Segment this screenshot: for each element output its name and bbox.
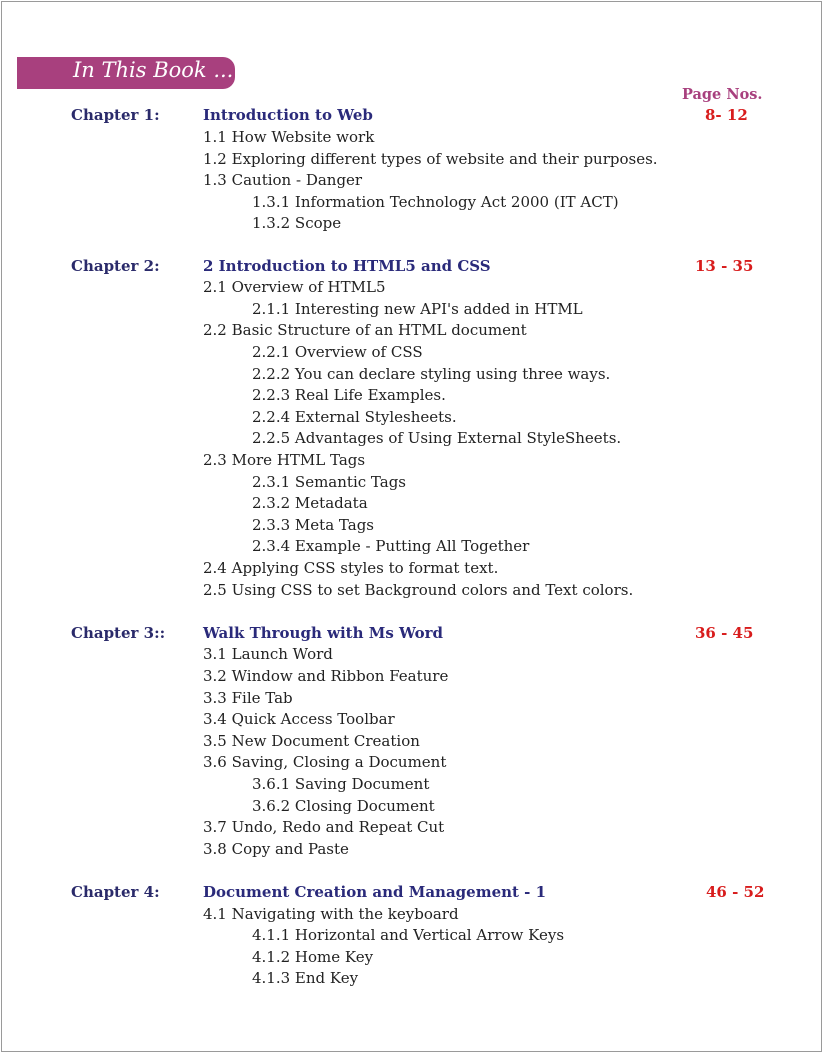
topic-item: 3.2 Window and Ribbon Feature	[203, 667, 449, 685]
topic-item: 1.2 Exploring different types of website and their purposes.	[203, 150, 658, 168]
chapter-2-label: Chapter 2:	[71, 257, 160, 275]
chapter-4-title: Document Creation and Management - 1	[203, 883, 547, 901]
subtopic-item: 2.2.4 External Stylesheets.	[252, 408, 457, 426]
topic-item: 2.2 Basic Structure of an HTML document	[203, 321, 527, 339]
chapter-1-label: Chapter 1:	[71, 106, 160, 124]
chapter-2-pages: 13 - 35	[695, 257, 754, 275]
subtopic-item: 2.2.1 Overview of CSS	[252, 343, 423, 361]
subtopic-item: 4.1.3 End Key	[252, 969, 359, 987]
topic-item: 3.5 New Document Creation	[203, 732, 420, 750]
page-nos-heading: Page Nos.	[682, 86, 763, 103]
header-banner	[17, 57, 235, 89]
subtopic-item: 1.3.1 Information Technology Act 2000 (IT ACT)	[252, 193, 619, 211]
chapter-3-pages: 36 - 45	[695, 624, 754, 642]
subtopic-item: 2.3.3 Meta Tags	[252, 516, 374, 534]
subtopic-item: 4.1.2 Home Key	[252, 948, 374, 966]
topic-item: 3.4 Quick Access Toolbar	[203, 710, 395, 728]
topic-item: 2.3 More HTML Tags	[203, 451, 366, 469]
chapter-2-title: 2 Introduction to HTML5 and CSS	[203, 257, 491, 275]
topic-item: 4.1 Navigating with the keyboard	[203, 905, 459, 923]
subtopic-item: 3.6.2 Closing Document	[252, 797, 435, 815]
topic-item: 1.1 How Website work	[203, 128, 375, 146]
subtopic-item: 2.2.3 Real Life Examples.	[252, 386, 446, 404]
subtopic-item: 3.6.1 Saving Document	[252, 775, 430, 793]
topic-item: 1.3 Caution - Danger	[203, 171, 363, 189]
subtopic-item: 4.1.1 Horizontal and Vertical Arrow Keys	[252, 926, 565, 944]
chapter-1-pages: 8- 12	[705, 106, 748, 124]
subtopic-item: 2.3.4 Example - Putting All Together	[252, 537, 530, 555]
topic-item: 3.3 File Tab	[203, 689, 293, 707]
subtopic-item: 2.3.1 Semantic Tags	[252, 473, 406, 491]
page-title: In This Book ...	[73, 58, 234, 82]
topic-item: 3.7 Undo, Redo and Repeat Cut	[203, 818, 445, 836]
topic-item: 3.6 Saving, Closing a Document	[203, 753, 447, 771]
chapter-3-label: Chapter 3::	[71, 624, 166, 642]
subtopic-item: 2.2.2 You can declare styling using three ways.	[252, 365, 611, 383]
chapter-1-title: Introduction to Web	[203, 106, 373, 124]
chapter-4-label: Chapter 4:	[71, 883, 160, 901]
topic-item: 2.1 Overview of HTML5	[203, 278, 386, 296]
subtopic-item: 2.3.2 Metadata	[252, 494, 368, 512]
subtopic-item: 1.3.2 Scope	[252, 214, 342, 232]
subtopic-item: 2.1.1 Interesting new API's added in HTML	[252, 300, 583, 318]
topic-item: 3.8 Copy and Paste	[203, 840, 349, 858]
topic-item: 2.5 Using CSS to set Background colors and Text colors.	[203, 581, 634, 599]
chapter-4-pages: 46 - 52	[706, 883, 765, 901]
topic-item: 3.1 Launch Word	[203, 645, 333, 663]
chapter-3-title: Walk Through with Ms Word	[203, 624, 444, 642]
topic-item: 2.4 Applying CSS styles to format text.	[203, 559, 499, 577]
subtopic-item: 2.2.5 Advantages of Using External StyleSheets.	[252, 429, 622, 447]
